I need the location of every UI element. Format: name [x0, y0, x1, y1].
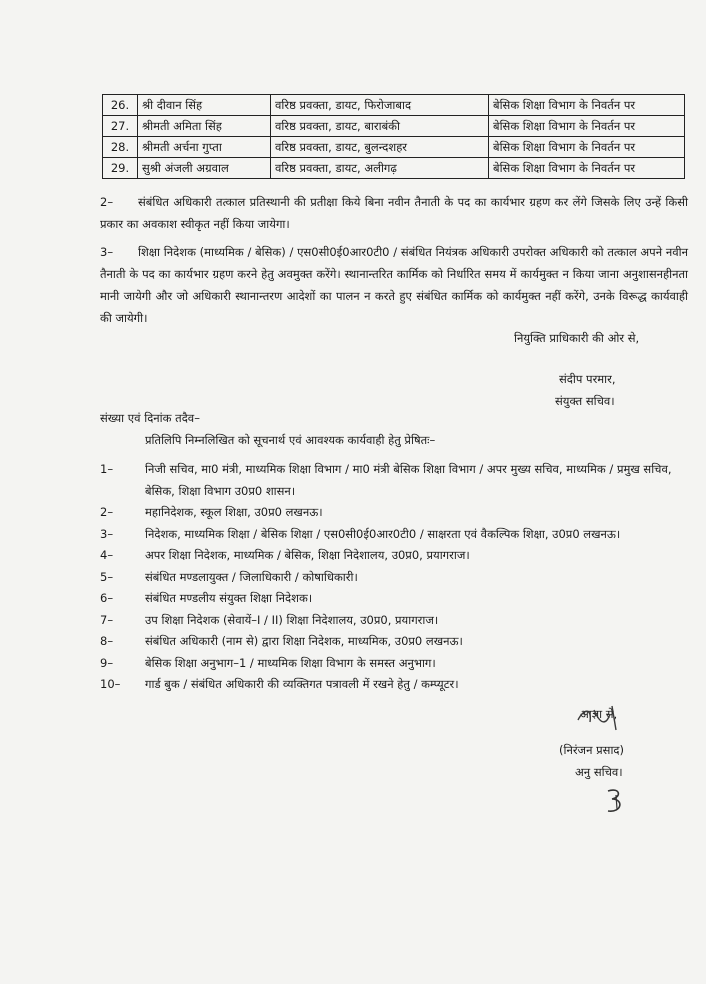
list-item-number: 1–: [100, 462, 114, 476]
paragraph-3-label: 3–: [100, 245, 114, 259]
signature-mark: [570, 700, 630, 732]
list-item: [100, 502, 690, 524]
list-item-text: गार्ड बुक / संबंधित अधिकारी की व्यक्तिगत पत्रावली में रखने हेतु / कम्प्यूटर।: [145, 677, 459, 691]
reference-heading: संख्या एवं दिनांक तदैव–: [100, 411, 200, 425]
list-item-number: 6–: [100, 591, 114, 605]
authority-line: नियुक्ति प्राधिकारी की ओर से,: [514, 331, 640, 345]
list-item-text: अपर शिक्षा निदेशक, माध्यमिक / बेसिक, शिक्षा निदेशालय, उ0प्र0, प्रयागराज।: [145, 548, 470, 562]
list-item-text: महानिदेशक, स्कूल शिक्षा, उ0प्र0 लखनऊ।: [145, 505, 323, 519]
list-item: [100, 545, 690, 567]
list-item: [100, 459, 690, 502]
list-item-number: 8–: [100, 634, 114, 648]
remark-cell: बेसिक शिक्षा विभाग के निवर्तन पर: [489, 116, 685, 137]
post-cell: वरिष्ठ प्रवक्ता, डायट, बुलन्दशहर: [271, 137, 489, 158]
order-by: आज्ञा से,: [580, 707, 618, 721]
copy-list: [100, 459, 690, 696]
table-row: [103, 95, 685, 116]
officer-table: [102, 94, 685, 179]
list-item: [100, 524, 690, 546]
list-item-number: 4–: [100, 548, 114, 562]
signatory-name: संदीप परमार,: [559, 372, 616, 386]
list-item-text: उप शिक्षा निदेशक (सेवायें–I / II) शिक्षा निदेशालय, उ0प्र0, प्रयागराज।: [145, 612, 439, 627]
list-item: [100, 588, 690, 610]
officer-name-cell: श्री दीवान सिंह: [138, 95, 271, 116]
officer-name-cell: श्रीमती अर्चना गुप्ता: [138, 137, 271, 158]
initial-mark: [602, 785, 628, 817]
paragraph-3-text: शिक्षा निदेशक (माध्यमिक / बेसिक) / एस0सी0ई0आर0टी0 / संबंधित नियंत्रक अधिकारी उपरोक्त अधिकारी को तत्काल अपने नवीन तैनाती के पद का कार्यभार ग्रहण करने हेतु अवमुक्त करेंगे। स्थानान्तरित कार्मिक को निर्धारित समय में कार्यमुक्त न किया जाना अनुशासनहीनता मानी जायेगी और जो अधिकारी स्थानान्तरण आदेशों का पालन न करते हुए संबंधित कार्मिक को कार्यमुक्त नहीं करेंगे, उनके विरूद्ध कार्यवाही की जायेगी।: [100, 245, 688, 325]
paragraph-2-text: संबंधित अधिकारी तत्काल प्रतिस्थानी की प्रतीक्षा किये बिना नवीन तैनाती के पद का कार्यभार ग्रहण कर लेंगे जिसके लिए उन्हें किसी प्रकार का अवकाश स्वीकृत नहीं किया जायेगा।: [100, 195, 688, 231]
list-item-number: 10–: [100, 677, 121, 691]
paragraph-2-label: 2–: [100, 195, 114, 209]
officer-title: अनु सचिव।: [575, 765, 623, 779]
remark-cell: बेसिक शिक्षा विभाग के निवर्तन पर: [489, 95, 685, 116]
list-item: [100, 674, 690, 696]
row-number: 29.: [103, 158, 138, 179]
row-number: 27.: [103, 116, 138, 137]
list-item-text: संबंधित अधिकारी (नाम से) द्वारा शिक्षा निदेशक, माध्यमिक, उ0प्र0 लखनऊ।: [145, 634, 463, 648]
table-row: [103, 137, 685, 158]
list-item-number: 9–: [100, 655, 114, 670]
list-item-text: निदेशक, माध्यमिक शिक्षा / बेसिक शिक्षा / एस0सी0ई0आर0टी0 / साक्षरता एवं वैकल्पिक शिक्षा, उ0प्र0 लखनऊ।: [145, 526, 621, 541]
list-item-number: 3–: [100, 526, 114, 541]
list-item: [100, 653, 690, 675]
paragraph-3: [100, 241, 688, 329]
list-item-text: संबंधित मण्डलीय संयुक्त शिक्षा निदेशक।: [145, 591, 313, 605]
officer-name: (निरंजन प्रसाद): [559, 743, 625, 757]
list-item-text: निजी सचिव, मा0 मंत्री, माध्यमिक शिक्षा विभाग / मा0 मंत्री बेसिक शिक्षा विभाग / अपर मुख्य सचिव, माध्यमिक / प्रमुख सचिव, बेसिक, शिक्षा विभाग उ0प्र0 शासन।: [145, 462, 672, 498]
officer-name-cell: सुश्री अंजली अग्रवाल: [138, 158, 271, 179]
list-item-text: संबंधित मण्डलायुक्त / जिलाधिकारी / कोषाधिकारी।: [145, 569, 358, 584]
signatory-title: संयुक्त सचिव।: [555, 394, 615, 408]
list-item-text: बेसिक शिक्षा अनुभाग–1 / माध्यमिक शिक्षा विभाग के समस्त अनुभाग।: [145, 655, 436, 670]
list-item-number: 5–: [100, 569, 114, 584]
row-number: 28.: [103, 137, 138, 158]
post-cell: वरिष्ठ प्रवक्ता, डायट, अलीगढ़: [271, 158, 489, 179]
copy-intro: प्रतिलिपि निम्नलिखित को सूचनार्थ एवं आवश्यक कार्यवाही हेतु प्रेषितः–: [145, 433, 436, 447]
post-cell: वरिष्ठ प्रवक्ता, डायट, फिरोजाबाद: [271, 95, 489, 116]
remark-cell: बेसिक शिक्षा विभाग के निवर्तन पर: [489, 137, 685, 158]
list-item: [100, 610, 690, 632]
list-item-number: 7–: [100, 612, 114, 627]
post-cell: वरिष्ठ प्रवक्ता, डायट, बाराबंकी: [271, 116, 489, 137]
row-number: 26.: [103, 95, 138, 116]
list-item: [100, 631, 690, 653]
paragraph-2: [100, 191, 688, 235]
list-item: [100, 567, 690, 589]
table-row: [103, 116, 685, 137]
remark-cell: बेसिक शिक्षा विभाग के निवर्तन पर: [489, 158, 685, 179]
table-row: [103, 158, 685, 179]
list-item-number: 2–: [100, 505, 114, 519]
officer-name-cell: श्रीमती अमिता सिंह: [138, 116, 271, 137]
